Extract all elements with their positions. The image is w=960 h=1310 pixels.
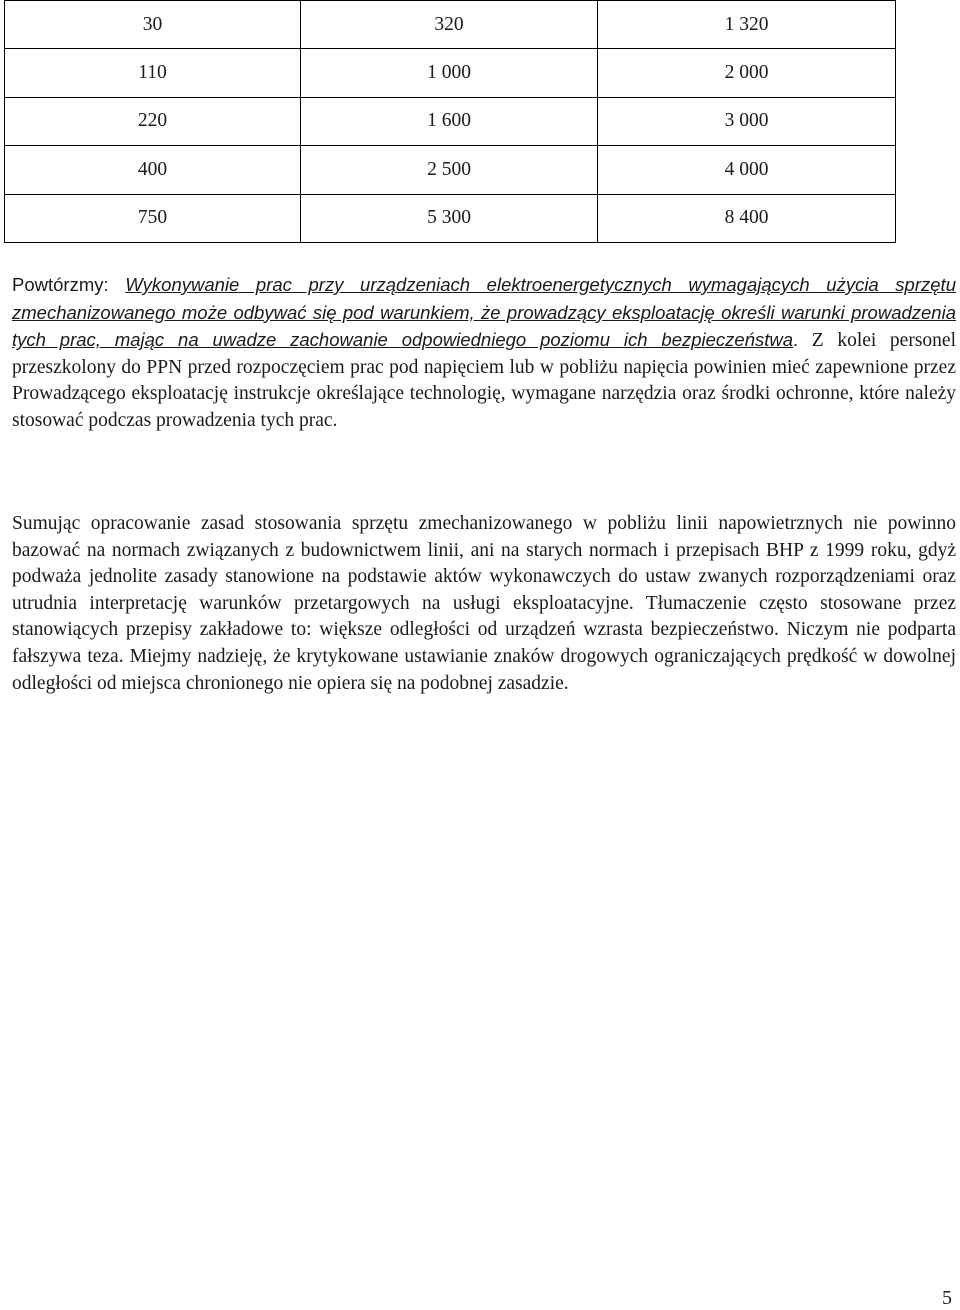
table-cell: 1 000 <box>301 49 598 97</box>
table-cell: 4 000 <box>598 146 896 194</box>
recap-intro: Powtórzmy: <box>12 274 126 295</box>
table-row <box>5 194 896 242</box>
page-number: 5 <box>942 1287 952 1309</box>
table-cell: 110 <box>5 49 301 97</box>
table-cell: 1 320 <box>598 1 896 49</box>
table-row <box>5 49 896 97</box>
quote-end: . <box>793 329 799 351</box>
table-row <box>5 97 896 145</box>
table-cell: 5 300 <box>301 194 598 242</box>
data-table <box>4 0 896 243</box>
voltage-distance-table <box>4 0 892 243</box>
table-cell: 400 <box>5 146 301 194</box>
table-cell: 1 600 <box>301 97 598 145</box>
regulation-quote: Wykonywanie prac przy urządzeniach elektroenergetycznych wymagających użycia sprzętu zmechanizowanego może odbywać się pod warunkiem, że prowadzący eksploatację określi warunki prowadzenia tych prac, mając na uwadze zachowanie odpowiedniego poziomu ich bezpieczeństwa <box>12 274 956 351</box>
paragraph-recap <box>12 272 956 435</box>
table-cell: 2 000 <box>598 49 896 97</box>
table-cell: 3 000 <box>598 97 896 145</box>
table-cell: 8 400 <box>598 194 896 242</box>
table-cell: 750 <box>5 194 301 242</box>
table-row <box>5 146 896 194</box>
table-cell: 30 <box>5 1 301 49</box>
recap-rest: Z kolei personel przeszkolony do PPN przed rozpoczęciem prac pod napięciem lub w pobliżu napięcia powinien mieć zapewnione przez Prowadzącego eksploatację instrukcje określające technologię, wymagane narzędzia oraz środki ochronne, które należy stosować podczas prowadzenia tych prac. <box>12 330 956 431</box>
table-cell: 320 <box>301 1 598 49</box>
table-cell: 220 <box>5 97 301 145</box>
paragraph-summary: Sumując opracowanie zasad stosowania sprzętu zmechanizowanego w pobliżu linii napowietrznych nie powinno bazować na normach związanych z budownictwem linii, ani na starych normach i przepisach BHP z 1999 roku, gdyż podważa jednolite zasady stanowione na podstawie aktów wykonawczych do ustaw zwanych rozporządzeniami oraz utrudnia interpretację warunków przetargowych na usługi eksploatacyjne. Tłumaczenie często stosowane przez stanowiących przepisy zakładowe to: większe odległości od urządzeń wzrasta bezpieczeństwo. Niczym nie podparta fałszywa teza. Miejmy nadzieję, że krytykowane ustawianie znaków drogowych ograniczających prędkość w dowolnej odległości od miejsca chronionego nie opiera się na podobnej zasadzie. <box>12 513 956 694</box>
table-cell: 2 500 <box>301 146 598 194</box>
table-row <box>5 1 896 49</box>
